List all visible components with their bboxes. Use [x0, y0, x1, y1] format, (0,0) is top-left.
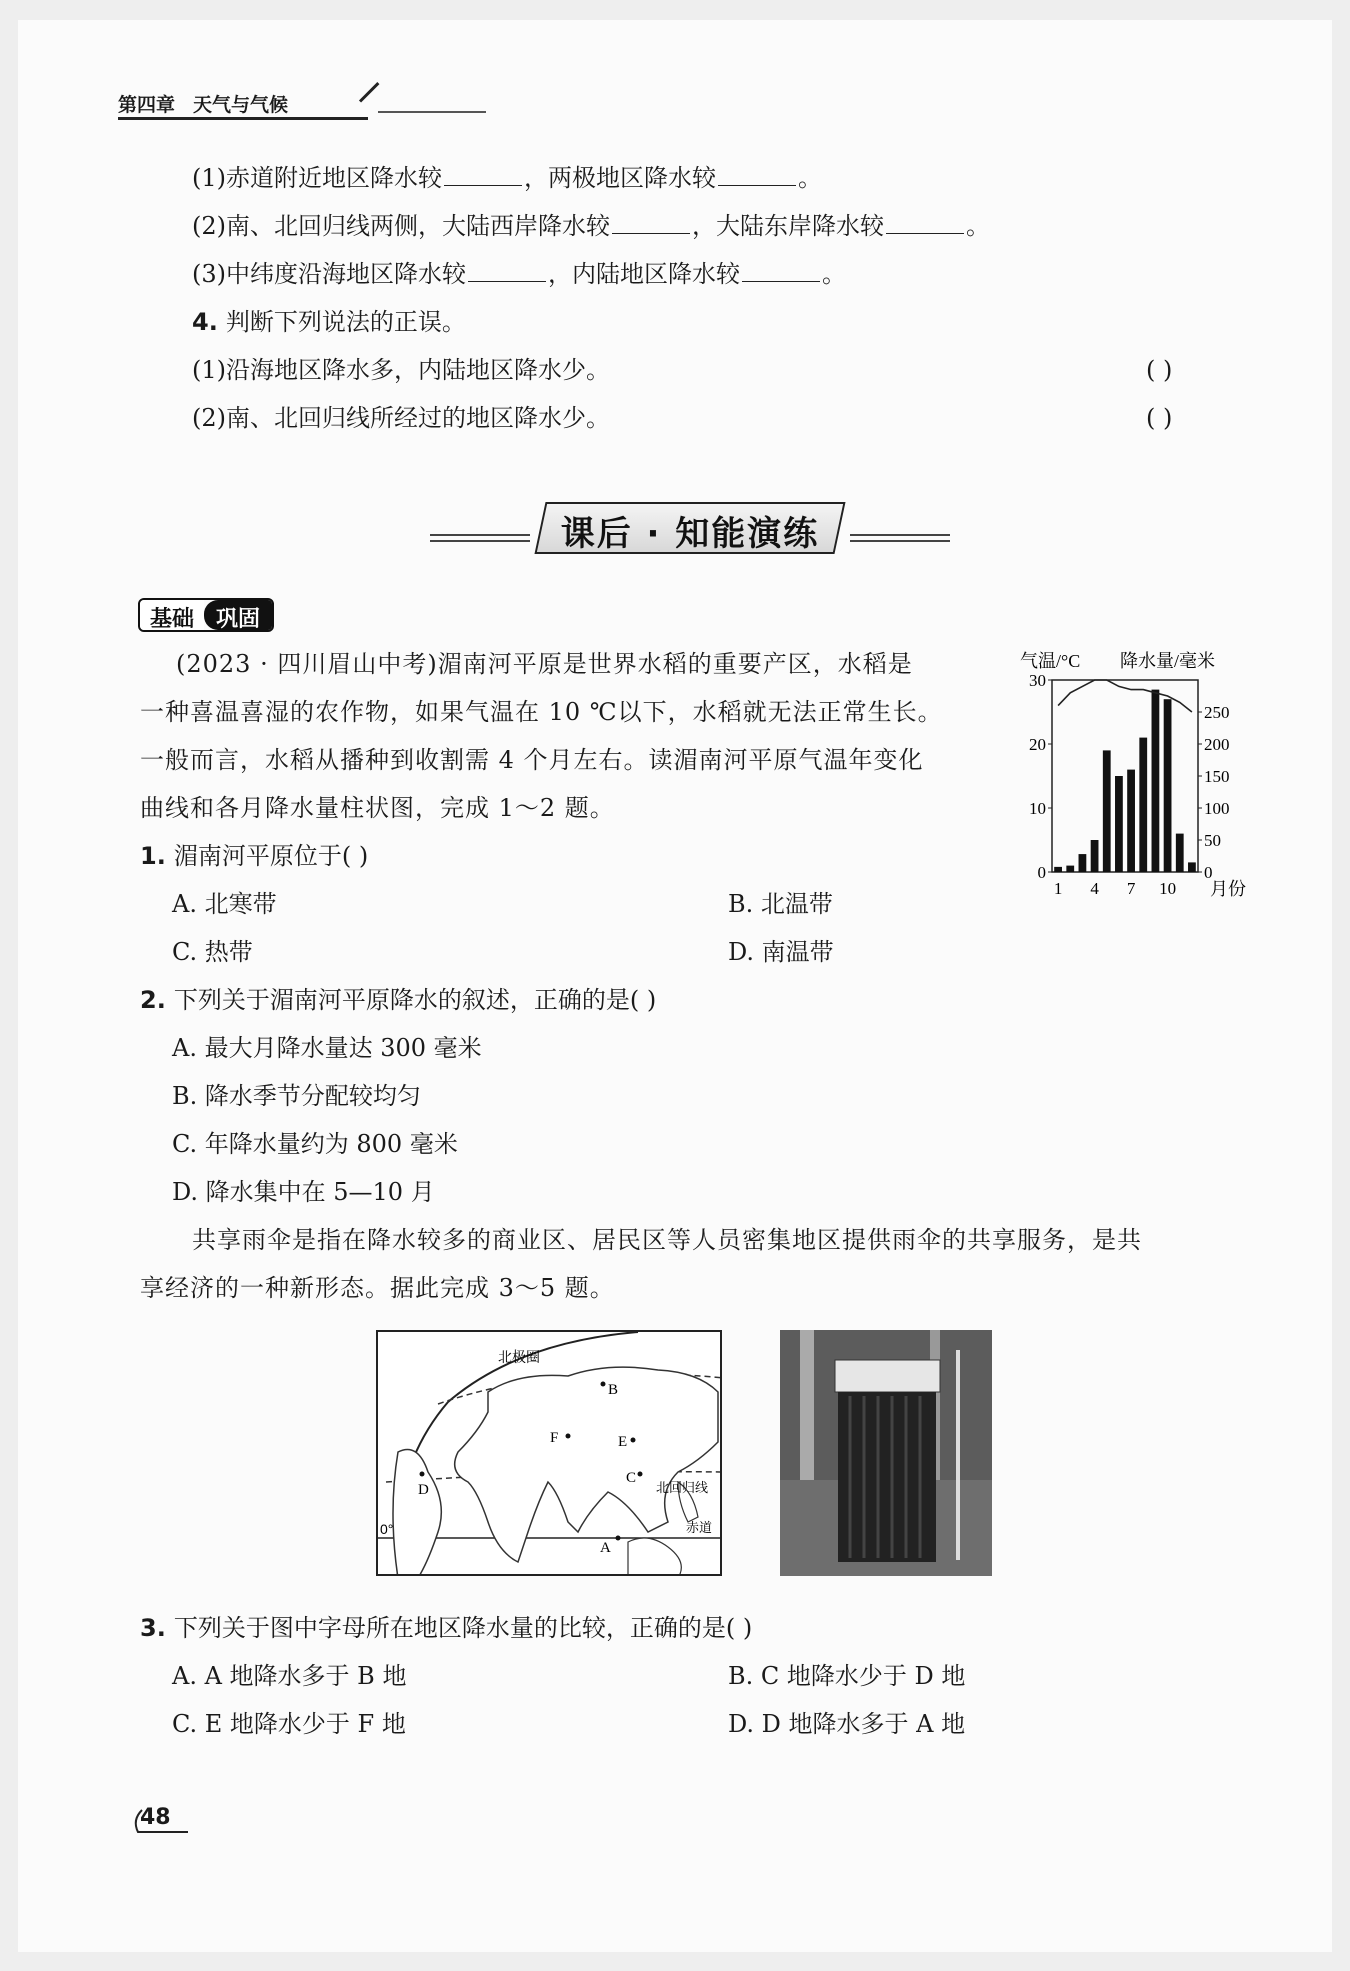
- temp-tick-label: 20: [1029, 735, 1046, 754]
- map-point-e: E: [618, 1434, 628, 1450]
- temp-tick-label: 0: [1037, 863, 1046, 882]
- header-top-rule: [378, 111, 486, 113]
- precip-tick-label: 50: [1204, 831, 1221, 850]
- question-4: 4. 判断下列说法的正误。: [192, 308, 466, 336]
- intro-line-4: 曲线和各月降水量柱状图，完成 1～2 题。: [140, 794, 615, 822]
- section-tag: [138, 598, 274, 632]
- answer-blank[interactable]: [742, 260, 820, 282]
- umbrella-line-1: 共享雨伞是指在降水较多的商业区、居民区等人员密集地区提供雨伞的共享服务，是共: [192, 1226, 1142, 1254]
- q3-option-b[interactable]: B. C 地降水少于 D 地: [728, 1662, 966, 1690]
- q3-option-c[interactable]: C. E 地降水少于 F 地: [172, 1710, 406, 1738]
- map-point-d: D: [418, 1482, 429, 1498]
- judge-item-1: (1)沿海地区降水多，内陆地区降水少。: [192, 356, 610, 384]
- precip-bar: [1091, 840, 1099, 872]
- precip-bar: [1164, 699, 1172, 872]
- q2-option-d[interactable]: D. 降水集中在 5—10 月: [172, 1178, 435, 1206]
- q3-option-a[interactable]: A. A 地降水多于 B 地: [172, 1662, 407, 1690]
- page-number: 48: [140, 1805, 171, 1830]
- answer-blank[interactable]: [444, 164, 522, 186]
- fill-item-3: (3)中纬度沿海地区降水较 ，内陆地区降水较 。: [192, 260, 846, 288]
- month-tick-label: 4: [1090, 879, 1099, 898]
- q2-option-c[interactable]: C. 年降水量约为 800 毫米: [172, 1130, 458, 1158]
- chapter-title: 天气与气候: [193, 94, 289, 116]
- zero-degree-label: 0°: [380, 1521, 394, 1537]
- q3-option-d[interactable]: D. D 地降水多于 A 地: [728, 1710, 966, 1738]
- equator-label: 赤道: [686, 1520, 713, 1535]
- question-1: 1. 湄南河平原位于( ): [140, 842, 369, 870]
- q1-option-a[interactable]: A. 北寒带: [172, 890, 277, 918]
- precip-bar: [1176, 834, 1184, 872]
- answer-blank[interactable]: [468, 260, 546, 282]
- world-map-svg: [378, 1332, 722, 1576]
- chapter-header: [118, 90, 288, 117]
- precip-bar: [1103, 750, 1111, 872]
- chapter-number: 第四章: [118, 94, 176, 116]
- map-point-f: F: [550, 1430, 559, 1446]
- precip-tick-label: 250: [1204, 703, 1230, 722]
- umbrella-line-2: 享经济的一种新形态。据此完成 3～5 题。: [140, 1274, 615, 1302]
- precip-tick-label: 0: [1204, 863, 1213, 882]
- map-point-a: A: [600, 1540, 611, 1556]
- temperature-line: [1058, 680, 1192, 712]
- temp-tick-label: 30: [1029, 671, 1046, 690]
- precip-bar: [1139, 738, 1147, 872]
- answer-blank[interactable]: [718, 164, 796, 186]
- precip-tick-label: 200: [1204, 735, 1230, 754]
- arctic-circle-label: 北极圈: [498, 1349, 540, 1365]
- fill-item-1: (1)赤道附近地区降水较 ，两极地区降水较 。: [192, 164, 822, 192]
- answer-blank[interactable]: [886, 212, 964, 234]
- q2-option-b[interactable]: B. 降水季节分配较均匀: [172, 1082, 421, 1110]
- precip-bar: [1152, 690, 1160, 872]
- temp-axis-label: 气温/°C: [1020, 651, 1081, 671]
- precip-axis-label: 降水量/毫米: [1120, 651, 1216, 671]
- header-rule: [118, 117, 368, 120]
- umbrella-photo-svg: [780, 1330, 992, 1576]
- judge-item-2: (2)南、北回归线所经过的地区降水少。: [192, 404, 610, 432]
- judge-paren-2[interactable]: ( ): [1146, 404, 1173, 432]
- precip-tick-label: 100: [1204, 799, 1230, 818]
- precip-tick-label: 150: [1204, 767, 1230, 786]
- section-banner: [430, 500, 950, 556]
- umbrella-stand-photo: [780, 1330, 992, 1576]
- q1-option-b[interactable]: B. 北温带: [728, 890, 833, 918]
- tropic-label: 北回归线: [656, 1480, 709, 1495]
- precip-bar: [1188, 862, 1196, 872]
- precip-bar: [1127, 770, 1135, 872]
- map-point-b: B: [608, 1382, 619, 1398]
- x-unit-label: 月份: [1210, 879, 1246, 899]
- climate-chart-svg: [1010, 640, 1250, 910]
- precip-bar: [1066, 866, 1074, 872]
- map-point-c: C: [626, 1470, 637, 1486]
- answer-blank[interactable]: [612, 212, 690, 234]
- fill-item-2: (2)南、北回归线两侧，大陆西岸降水较 ，大陆东岸降水较 。: [192, 212, 990, 240]
- world-map: [376, 1330, 722, 1576]
- q1-option-c[interactable]: C. 热带: [172, 938, 253, 966]
- tag-left: 基础: [140, 600, 204, 630]
- intro-line-1: (2023 · 四川眉山中考)湄南河平原是世界水稻的重要产区，水稻是: [176, 650, 913, 678]
- month-tick-label: 1: [1053, 879, 1063, 898]
- climate-chart: [1010, 640, 1250, 910]
- question-2: 2. 下列关于湄南河平原降水的叙述，正确的是( ): [140, 986, 657, 1014]
- tag-right: 巩固: [204, 600, 272, 630]
- intro-line-2: 一种喜温喜湿的农作物，如果气温在 10 ℃以下，水稻就无法正常生长。: [140, 698, 943, 726]
- precip-bar: [1115, 776, 1123, 872]
- q2-option-a[interactable]: A. 最大月降水量达 300 毫米: [172, 1034, 482, 1062]
- q1-option-d[interactable]: D. 南温带: [728, 938, 834, 966]
- judge-paren-1[interactable]: ( ): [1146, 356, 1173, 384]
- precip-bar: [1079, 854, 1087, 872]
- month-tick-label: 7: [1126, 879, 1136, 898]
- month-tick-label: 10: [1159, 879, 1177, 898]
- intro-line-3: 一般而言，水稻从播种到收割需 4 个月左右。读湄南河平原气温年变化: [140, 746, 924, 774]
- temp-tick-label: 10: [1029, 799, 1046, 818]
- precip-bar: [1054, 867, 1062, 872]
- banner-title: 课后 · 知能演练: [560, 514, 820, 554]
- question-3: 3. 下列关于图中字母所在地区降水量的比较，正确的是( ): [140, 1614, 753, 1642]
